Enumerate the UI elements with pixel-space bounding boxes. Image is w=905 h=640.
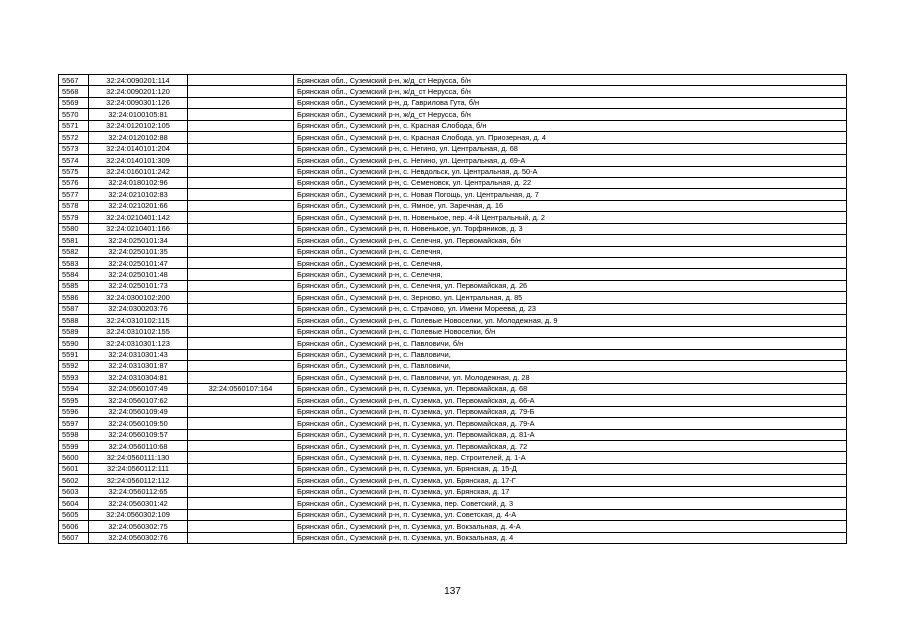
address-cell: Брянская обл., Суземский р-н, с. Павловичи, ул. Молодежная, д. 28 [294, 372, 847, 383]
related-cadastral-number-cell [188, 143, 294, 154]
cadastral-number-cell: 32:24:0210102:83 [89, 189, 188, 200]
row-number-cell: 5604 [59, 498, 89, 509]
table-row [59, 86, 847, 97]
cadastral-number-cell: 32:24:0560111:130 [89, 452, 188, 463]
address-cell: Брянская обл., Суземский р-н, с. Полевые Новоселки, б/н [294, 326, 847, 337]
related-cadastral-number-cell [188, 166, 294, 177]
table-row [59, 177, 847, 188]
cadastral-number-cell: 32:24:0560109:49 [89, 406, 188, 417]
table-row [59, 258, 847, 269]
related-cadastral-number-cell [188, 349, 294, 360]
address-cell: Брянская обл., Суземский р-н, с. Селечня, ул. Первомайская, б/н [294, 235, 847, 246]
cadastral-number-cell: 32:24:0310301:87 [89, 360, 188, 371]
row-number-cell: 5582 [59, 246, 89, 257]
address-cell: Брянская обл., Суземский р-н, д. Гаврилова Гута, б/н [294, 97, 847, 108]
table-row [59, 509, 847, 520]
table-row [59, 189, 847, 200]
related-cadastral-number-cell [188, 292, 294, 303]
row-number-cell: 5592 [59, 360, 89, 371]
related-cadastral-number-cell [188, 280, 294, 291]
cadastral-number-cell: 32:24:0560107:49 [89, 383, 188, 394]
table-row [59, 315, 847, 326]
related-cadastral-number-cell [188, 97, 294, 108]
cadastral-number-cell: 32:24:0560302:76 [89, 532, 188, 543]
row-number-cell: 5597 [59, 418, 89, 429]
row-number-cell: 5602 [59, 475, 89, 486]
address-cell: Брянская обл., Суземский р-н, п. Суземка, пер. Советский, д. 3 [294, 498, 847, 509]
cadastral-number-cell: 32:24:0560109:50 [89, 418, 188, 429]
related-cadastral-number-cell [188, 212, 294, 223]
related-cadastral-number-cell [188, 269, 294, 280]
address-cell: Брянская обл., Суземский р-н, с. Красная Слобода, ул. Приозерная, д. 4 [294, 132, 847, 143]
address-cell: Брянская обл., Суземский р-н, п. Суземка, ул. Брянская, д. 17 [294, 486, 847, 497]
cadastral-number-cell: 32:24:0560302:75 [89, 521, 188, 532]
row-number-cell: 5589 [59, 326, 89, 337]
table-row [59, 97, 847, 108]
table-row [59, 75, 847, 86]
cadastral-number-cell: 32:24:0560110:68 [89, 441, 188, 452]
related-cadastral-number-cell [188, 463, 294, 474]
row-number-cell: 5569 [59, 97, 89, 108]
address-cell: Брянская обл., Суземский р-н, п. Суземка, ул. Брянская, д. 15-Д [294, 463, 847, 474]
row-number-cell: 5600 [59, 452, 89, 463]
address-cell: Брянская обл., Суземский р-н, ж/д_ст Нерусса, б/н [294, 75, 847, 86]
table-row [59, 372, 847, 383]
row-number-cell: 5606 [59, 521, 89, 532]
address-cell: Брянская обл., Суземский р-н, с. Зерново, ул. Центральная, д. 85 [294, 292, 847, 303]
cadastral-number-cell: 32:24:0090301:126 [89, 97, 188, 108]
row-number-cell: 5570 [59, 109, 89, 120]
table-row [59, 120, 847, 131]
address-cell: Брянская обл., Суземский р-н, п. Суземка, ул. Советская, д. 4-А [294, 509, 847, 520]
row-number-cell: 5573 [59, 143, 89, 154]
address-cell: Брянская обл., Суземский р-н, с. Ямное, ул. Заречная, д. 16 [294, 200, 847, 211]
cadastral-number-cell: 32:24:0160101:242 [89, 166, 188, 177]
table-row [59, 532, 847, 543]
cadastral-number-cell: 32:24:0560112:112 [89, 475, 188, 486]
related-cadastral-number-cell [188, 155, 294, 166]
table-row [59, 349, 847, 360]
table-row [59, 429, 847, 440]
row-number-cell: 5587 [59, 303, 89, 314]
related-cadastral-number-cell [188, 475, 294, 486]
related-cadastral-number-cell [188, 86, 294, 97]
related-cadastral-number-cell [188, 235, 294, 246]
cadastral-number-cell: 32:24:0300102:200 [89, 292, 188, 303]
cadastral-number-cell: 32:24:0250101:48 [89, 269, 188, 280]
row-number-cell: 5595 [59, 395, 89, 406]
related-cadastral-number-cell [188, 132, 294, 143]
row-number-cell: 5571 [59, 120, 89, 131]
address-cell: Брянская обл., Суземский р-н, п. Суземка, ул. Брянская, д. 17-Г [294, 475, 847, 486]
row-number-cell: 5594 [59, 383, 89, 394]
table-row [59, 360, 847, 371]
address-cell: Брянская обл., Суземский р-н, с. Полевые Новоселки, ул. Молодежная, д. 9 [294, 315, 847, 326]
related-cadastral-number-cell [188, 532, 294, 543]
address-cell: Брянская обл., Суземский р-н, с. Негино, ул. Центральная, д. 68 [294, 143, 847, 154]
table-row [59, 166, 847, 177]
table-row [59, 280, 847, 291]
related-cadastral-number-cell [188, 109, 294, 120]
cadastral-number-cell: 32:24:0120102:88 [89, 132, 188, 143]
table-row [59, 155, 847, 166]
table-row [59, 406, 847, 417]
cadastral-number-cell: 32:24:0560107:62 [89, 395, 188, 406]
row-number-cell: 5598 [59, 429, 89, 440]
table-row [59, 223, 847, 234]
related-cadastral-number-cell [188, 441, 294, 452]
cadastral-number-cell: 32:24:0250101:35 [89, 246, 188, 257]
address-cell: Брянская обл., Суземский р-н, с. Негино, ул. Центральная, д. 69-А [294, 155, 847, 166]
table-row [59, 292, 847, 303]
row-number-cell: 5586 [59, 292, 89, 303]
related-cadastral-number-cell [188, 360, 294, 371]
cadastral-number-cell: 32:24:0100105:81 [89, 109, 188, 120]
cadastral-number-cell: 32:24:0310102:155 [89, 326, 188, 337]
cadastral-number-cell: 32:24:0090201:114 [89, 75, 188, 86]
related-cadastral-number-cell [188, 429, 294, 440]
related-cadastral-number-cell [188, 189, 294, 200]
row-number-cell: 5585 [59, 280, 89, 291]
address-cell: Брянская обл., Суземский р-н, с. Невдольск, ул. Центральная, д. 50-А [294, 166, 847, 177]
cadastral-number-cell: 32:24:0090201:120 [89, 86, 188, 97]
cadastral-number-cell: 32:24:0560109:57 [89, 429, 188, 440]
row-number-cell: 5579 [59, 212, 89, 223]
table-row [59, 269, 847, 280]
table-row [59, 246, 847, 257]
cadastral-number-cell: 32:24:0300203:76 [89, 303, 188, 314]
related-cadastral-number-cell [188, 486, 294, 497]
row-number-cell: 5605 [59, 509, 89, 520]
related-cadastral-number-cell [188, 177, 294, 188]
row-number-cell: 5588 [59, 315, 89, 326]
address-cell: Брянская обл., Суземский р-н, с. Павловичи, [294, 349, 847, 360]
related-cadastral-number-cell [188, 120, 294, 131]
address-cell: Брянская обл., Суземский р-н, с. Павловичи, б/н [294, 338, 847, 349]
address-cell: Брянская обл., Суземский р-н, ж/д_ст Нерусса, б/н [294, 109, 847, 120]
table-row [59, 418, 847, 429]
cadastral-number-cell: 32:24:0140101:204 [89, 143, 188, 154]
related-cadastral-number-cell [188, 452, 294, 463]
table-row [59, 132, 847, 143]
cadastral-number-cell: 32:24:0560302:109 [89, 509, 188, 520]
row-number-cell: 5572 [59, 132, 89, 143]
related-cadastral-number-cell [188, 509, 294, 520]
row-number-cell: 5577 [59, 189, 89, 200]
table-row [59, 212, 847, 223]
table-row [59, 395, 847, 406]
row-number-cell: 5590 [59, 338, 89, 349]
related-cadastral-number-cell [188, 223, 294, 234]
address-cell: Брянская обл., Суземский р-н, с. Селечня, ул. Первомайская, д. 26 [294, 280, 847, 291]
table-row [59, 200, 847, 211]
row-number-cell: 5576 [59, 177, 89, 188]
table-row [59, 235, 847, 246]
address-cell: Брянская обл., Суземский р-н, с. Селечня, [294, 269, 847, 280]
address-cell: Брянская обл., Суземский р-н, п. Суземка, ул. Первомайская, д. 68 [294, 383, 847, 394]
cadastral-number-cell: 32:24:0120102:105 [89, 120, 188, 131]
related-cadastral-number-cell [188, 246, 294, 257]
related-cadastral-number-cell [188, 315, 294, 326]
row-number-cell: 5599 [59, 441, 89, 452]
table-row [59, 441, 847, 452]
row-number-cell: 5584 [59, 269, 89, 280]
address-cell: Брянская обл., Суземский р-н, п. Новенькое, ул. Торфяников, д. 3 [294, 223, 847, 234]
related-cadastral-number-cell [188, 498, 294, 509]
address-cell: Брянская обл., Суземский р-н, п. Суземка, ул. Вокзальная, д. 4-А [294, 521, 847, 532]
related-cadastral-number-cell [188, 338, 294, 349]
row-number-cell: 5591 [59, 349, 89, 360]
row-number-cell: 5583 [59, 258, 89, 269]
address-cell: Брянская обл., Суземский р-н, ж/д_ст Нерусса, б/н [294, 86, 847, 97]
address-cell: Брянская обл., Суземский р-н, п. Суземка, ул. Первомайская, д. 72 [294, 441, 847, 452]
table-row [59, 521, 847, 532]
table-row [59, 326, 847, 337]
table-row [59, 498, 847, 509]
table-row [59, 109, 847, 120]
address-cell: Брянская обл., Суземский р-н, п. Суземка, ул. Первомайская, д. 81-А [294, 429, 847, 440]
cadastral-number-cell: 32:24:0310301:43 [89, 349, 188, 360]
address-cell: Брянская обл., Суземский р-н, с. Селечня, [294, 246, 847, 257]
row-number-cell: 5575 [59, 166, 89, 177]
address-cell: Брянская обл., Суземский р-н, п. Суземка, ул. Первомайская, д. 66-А [294, 395, 847, 406]
related-cadastral-number-cell [188, 372, 294, 383]
row-number-cell: 5581 [59, 235, 89, 246]
table-row [59, 143, 847, 154]
address-cell: Брянская обл., Суземский р-н, с. Семеновск, ул. Центральная, д. 22 [294, 177, 847, 188]
cadastral-number-cell: 32:24:0250101:73 [89, 280, 188, 291]
row-number-cell: 5593 [59, 372, 89, 383]
related-cadastral-number-cell [188, 406, 294, 417]
row-number-cell: 5596 [59, 406, 89, 417]
row-number-cell: 5574 [59, 155, 89, 166]
registry-table [58, 74, 847, 544]
address-cell: Брянская обл., Суземский р-н, п. Суземка, ул. Первомайская, д. 79-Б [294, 406, 847, 417]
cadastral-number-cell: 32:24:0310102:115 [89, 315, 188, 326]
related-cadastral-number-cell [188, 303, 294, 314]
table-row [59, 303, 847, 314]
related-cadastral-number-cell [188, 395, 294, 406]
address-cell: Брянская обл., Суземский р-н, п. Суземка, ул. Вокзальная, д. 4 [294, 532, 847, 543]
row-number-cell: 5607 [59, 532, 89, 543]
page-number: 137 [444, 586, 461, 597]
cadastral-number-cell: 32:24:0310301:123 [89, 338, 188, 349]
table-row [59, 475, 847, 486]
registry-table-body [59, 75, 847, 544]
table-row [59, 463, 847, 474]
cadastral-number-cell: 32:24:0560112:65 [89, 486, 188, 497]
table-row [59, 338, 847, 349]
row-number-cell: 5601 [59, 463, 89, 474]
cadastral-number-cell: 32:24:0310304:81 [89, 372, 188, 383]
address-cell: Брянская обл., Суземский р-н, с. Красная Слобода, б/н [294, 120, 847, 131]
related-cadastral-number-cell [188, 75, 294, 86]
related-cadastral-number-cell: 32:24:0560107:164 [188, 383, 294, 394]
row-number-cell: 5580 [59, 223, 89, 234]
cadastral-number-cell: 32:24:0180102:96 [89, 177, 188, 188]
address-cell: Брянская обл., Суземский р-н, с. Новая Погощь, ул. Центральная, д. 7 [294, 189, 847, 200]
row-number-cell: 5568 [59, 86, 89, 97]
row-number-cell: 5567 [59, 75, 89, 86]
cadastral-number-cell: 32:24:0250101:47 [89, 258, 188, 269]
cadastral-number-cell: 32:24:0140101:309 [89, 155, 188, 166]
related-cadastral-number-cell [188, 521, 294, 532]
table-row [59, 452, 847, 463]
address-cell: Брянская обл., Суземский р-н, с. Страчово, ул. Имени Мореева, д. 23 [294, 303, 847, 314]
cadastral-number-cell: 32:24:0560112:111 [89, 463, 188, 474]
address-cell: Брянская обл., Суземский р-н, п. Новенькое, пер. 4-й Центральный, д. 2 [294, 212, 847, 223]
address-cell: Брянская обл., Суземский р-н, с. Селечня, [294, 258, 847, 269]
table-row [59, 383, 847, 394]
table-row [59, 486, 847, 497]
cadastral-number-cell: 32:24:0210201:66 [89, 200, 188, 211]
cadastral-number-cell: 32:24:0210401:142 [89, 212, 188, 223]
related-cadastral-number-cell [188, 418, 294, 429]
address-cell: Брянская обл., Суземский р-н, п. Суземка, пер. Строителей, д. 1-А [294, 452, 847, 463]
related-cadastral-number-cell [188, 258, 294, 269]
related-cadastral-number-cell [188, 200, 294, 211]
cadastral-number-cell: 32:24:0210401:166 [89, 223, 188, 234]
cadastral-number-cell: 32:24:0560301:42 [89, 498, 188, 509]
address-cell: Брянская обл., Суземский р-н, с. Павловичи, [294, 360, 847, 371]
related-cadastral-number-cell [188, 326, 294, 337]
address-cell: Брянская обл., Суземский р-н, п. Суземка, ул. Первомайская, д. 79-А [294, 418, 847, 429]
row-number-cell: 5578 [59, 200, 89, 211]
cadastral-number-cell: 32:24:0250101:34 [89, 235, 188, 246]
row-number-cell: 5603 [59, 486, 89, 497]
